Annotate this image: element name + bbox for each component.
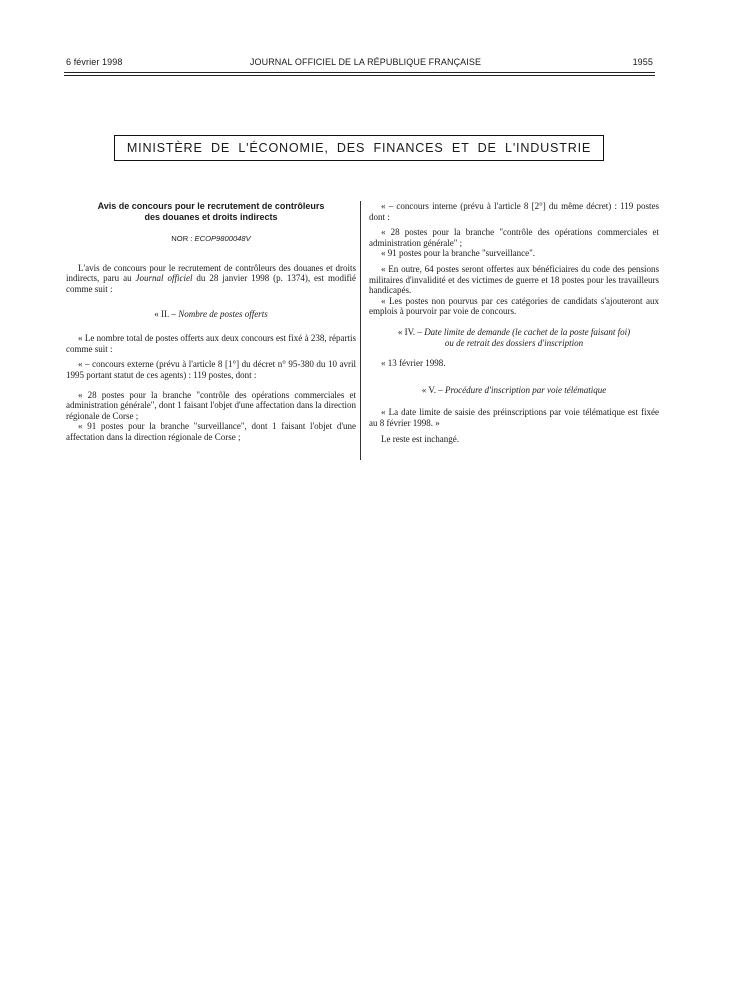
section-2-number: « II. – — [154, 308, 179, 319]
section-5-title: Procédure d'inscription par voie télématique — [444, 384, 607, 395]
paragraph-unfilled-posts: « Les postes non pourvus par ces catégories de candidats s'ajouteront aux emplois à pourvoir par voie de concours. — [369, 295, 659, 317]
paragraph-internal-contest: « – concours interne (prévu à l'article 8 [2°] du même décret) : 119 postes dont : — [369, 201, 659, 222]
intro-journal-name: Journal officiel — [135, 273, 193, 284]
header-rule-bottom — [64, 75, 655, 76]
left-column — [66, 201, 356, 443]
paragraph-external-contest: « – concours externe (prévu à l'article 8 [1°] du décret n° 95-380 du 10 avril 1995 portant statut de ces agents) : 119 postes, dont : — [66, 359, 356, 380]
section-4-heading — [369, 327, 659, 348]
ministry-heading-box — [114, 135, 604, 161]
article-title — [66, 201, 356, 222]
paragraph-rest-unchanged: Le reste est inchangé. — [381, 433, 459, 444]
section-2-title: Nombre de postes offerts — [178, 308, 268, 319]
paragraph-internal-surveillance: « 91 postes pour la branche "surveillance". — [381, 248, 536, 259]
paragraph-branch-surveillance: « 91 postes pour la branche "surveillance", dont 1 faisant l'objet d'une affectation dans la direction régionale de Corse ; — [66, 421, 356, 442]
nor-label: NOR : — [171, 234, 193, 244]
header-rule-top — [64, 72, 655, 73]
intro-paragraph — [66, 263, 356, 295]
paragraph-branch-commercial: « 28 postes pour la branche "contrôle des opérations commerciales et administration générale", dont 1 faisant l'objet d'une affectation dans la direction régionale de Corse ; — [66, 389, 356, 421]
nor-value: ECOP9800048V — [194, 234, 251, 244]
paragraph-telematic-deadline: « La date limite de saisie des préinscriptions par voie télématique est fixée au 8 février 1998. » — [369, 407, 659, 428]
article-title-line-2: des douanes et droits indirects — [144, 211, 278, 222]
header-date: 6 février 1998 — [66, 57, 123, 67]
column-divider — [360, 201, 361, 460]
paragraph-additional-posts: « En outre, 64 postes seront offertes aux bénéficiaires du code des pensions militaires d'invalidité et des victimes de guerre et 18 postes pour les travailleurs handicapés. — [369, 263, 659, 296]
paragraph-total-posts: « Le nombre total de postes offerts aux deux concours est fixé à 238, répartis comme suit : — [66, 333, 356, 354]
intro-text-b: du 28 janvier 1998 (p. 1374), est modifié comme suit : — [66, 273, 356, 294]
ministry-heading: MINISTÈRE DE L'ÉCONOMIE, DES FINANCES ET DE L'INDUSTRIE — [126, 141, 592, 155]
header-journal-title: JOURNAL OFFICIEL DE LA RÉPUBLIQUE FRANÇAISE — [249, 57, 482, 67]
section-4-title-line-1: Date limite de demande (le cachet de la poste faisant foi) — [424, 326, 631, 337]
header-page-number: 1955 — [632, 57, 653, 67]
intro-text-a: L'avis de concours pour le recrutement de contrôleurs des douanes et droits indirects, paru au — [66, 262, 356, 284]
paragraph-internal-commercial: « 28 postes pour la branche "contrôle des opérations commerciales et administration générale" ; — [369, 227, 659, 248]
section-2-heading — [66, 309, 356, 320]
section-5-number: « V. – — [421, 384, 445, 395]
section-5-heading — [369, 385, 659, 396]
section-4-title-line-2: ou de retrait des dossiers d'inscription — [444, 337, 584, 348]
paragraph-deadline-date: « 13 février 1998. — [381, 358, 446, 369]
article-title-line-1: Avis de concours pour le recrutement de contrôleurs — [97, 201, 325, 211]
right-column — [369, 201, 659, 444]
nor-reference — [66, 234, 356, 245]
section-4-number: « IV. – — [397, 326, 425, 337]
